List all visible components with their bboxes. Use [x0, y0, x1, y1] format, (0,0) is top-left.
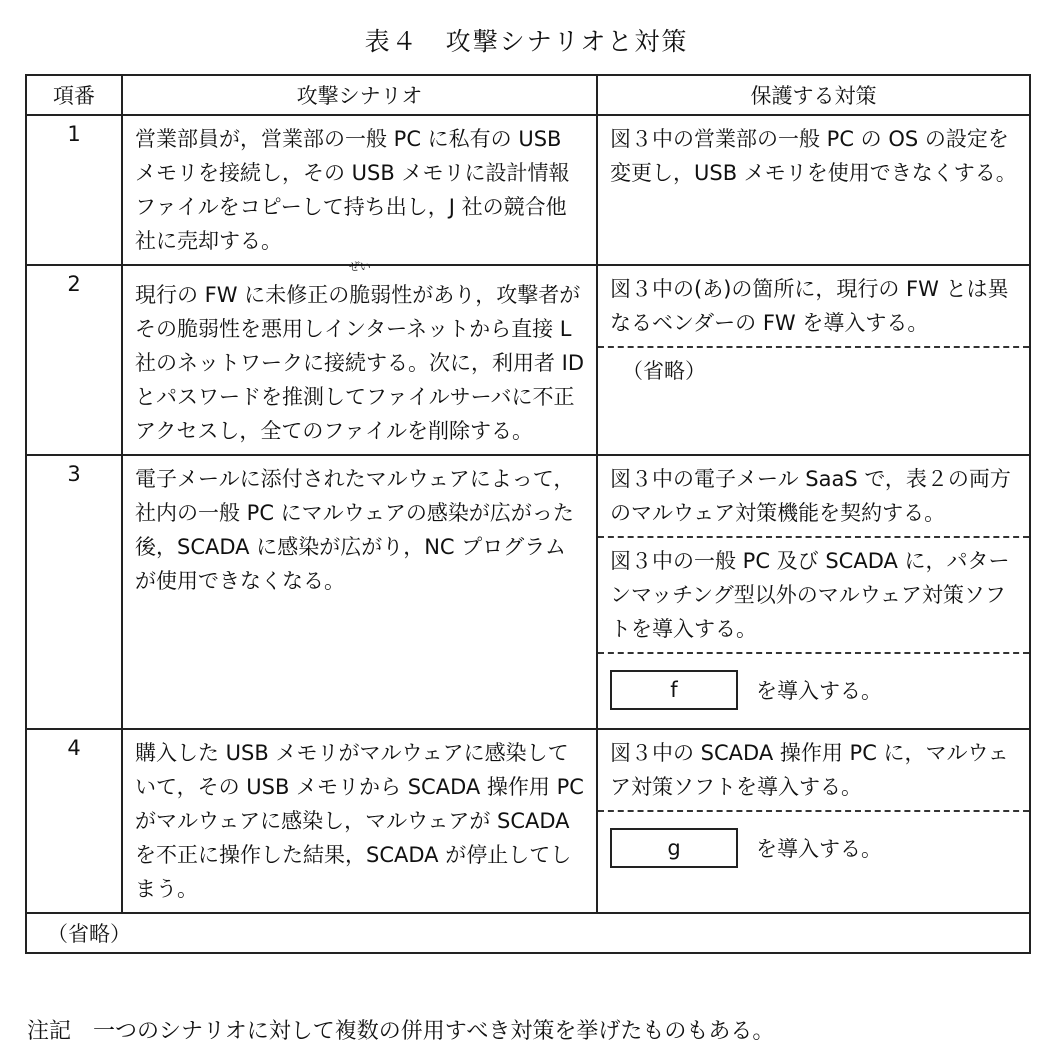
measure-item: 図３中の(あ)の箇所に，現行の FW とは異なるベンダーの FW を導入する。 — [610, 277, 1009, 335]
ruby-base: 脆 — [349, 283, 371, 307]
header-attack-scenario: 攻撃シナリオ — [122, 75, 597, 115]
measure-cell — [597, 115, 1030, 265]
attack-scenario-cell: 購入した USB メモリがマルウェアに感染していて，その USB メモリから SCADA 操作用 PC がマルウェアに感染し，マルウェアが SCADA を不正に操作した結果，SCADA が停止してしまう。 — [122, 729, 597, 913]
ruby-annotated-char — [348, 260, 371, 312]
measure-item: 図３中の SCADA 操作用 PC に，マルウェア対策ソフトを導入する。 — [610, 741, 1009, 799]
measure-blank-item — [598, 652, 1029, 728]
measure-cell — [597, 455, 1030, 729]
table-row — [26, 115, 1030, 265]
table-row — [26, 265, 1030, 455]
table-row-omitted — [26, 913, 1030, 953]
measure-item: 図３中の一般 PC 及び SCADA に，パターンマッチング型以外のマルウェア対策ソフトを導入する。 — [598, 536, 1029, 652]
answer-blank-f[interactable]: f — [610, 670, 738, 710]
ruby-reading: ぜい — [348, 260, 371, 273]
header-item-number: 項番 — [26, 75, 122, 115]
answer-blank-g[interactable]: g — [610, 828, 738, 868]
measure-item-omitted: （省略） — [598, 346, 1029, 394]
measure-blank-item — [598, 810, 1029, 886]
omitted-cell: （省略） — [26, 913, 1030, 953]
attack-scenario-cell: 営業部員が，営業部の一般 PC に私有の USB メモリを接続し，その USB メモリに設計情報ファイルをコピーして持ち出し，J 社の競合他社に売却する。 — [122, 115, 597, 265]
scenario-text: 弱性があり，攻撃者がその脆弱性を悪用しインターネットから直接 L 社のネットワークに接続する。次に，利用者 ID とパスワードを推測してファイルサーバに不正アクセスし，全てのファイルを削除する。 — [135, 283, 585, 443]
measure-item: 図３中の営業部の一般 PC の OS の設定を変更し，USB メモリを使用できなくする。 — [610, 127, 1017, 185]
measure-item: 図３中の電子メール SaaS で，表２の両方のマルウェア対策機能を契約する。 — [610, 467, 1011, 525]
header-protection-measure: 保護する対策 — [597, 75, 1030, 115]
row-number: 1 — [26, 115, 122, 265]
scenario-text: 現行の FW に未修正の — [135, 283, 350, 307]
table-header-row — [26, 75, 1030, 115]
table-row — [26, 729, 1030, 913]
attack-scenario-cell: 電子メールに添付されたマルウェアによって，社内の一般 PC にマルウェアの感染が広がった後，SCADA に感染が広がり，NC プログラムが使用できなくなる。 — [122, 455, 597, 729]
row-number: 2 — [26, 265, 122, 455]
measure-blank-suffix: を導入する。 — [756, 837, 882, 861]
row-number: 3 — [26, 455, 122, 729]
measure-cell — [597, 265, 1030, 455]
attack-scenario-cell — [122, 260, 597, 455]
measure-cell — [597, 729, 1030, 913]
table-caption: 表４ 攻撃シナリオと対策 — [364, 27, 689, 56]
measure-blank-suffix: を導入する。 — [756, 679, 882, 703]
table-row — [26, 455, 1030, 729]
attack-scenario-table — [25, 74, 1031, 954]
row-number: 4 — [26, 729, 122, 913]
table-note: 注記 一つのシナリオに対して複数の併用すべき対策を挙げたものもある。 — [27, 1019, 775, 1044]
